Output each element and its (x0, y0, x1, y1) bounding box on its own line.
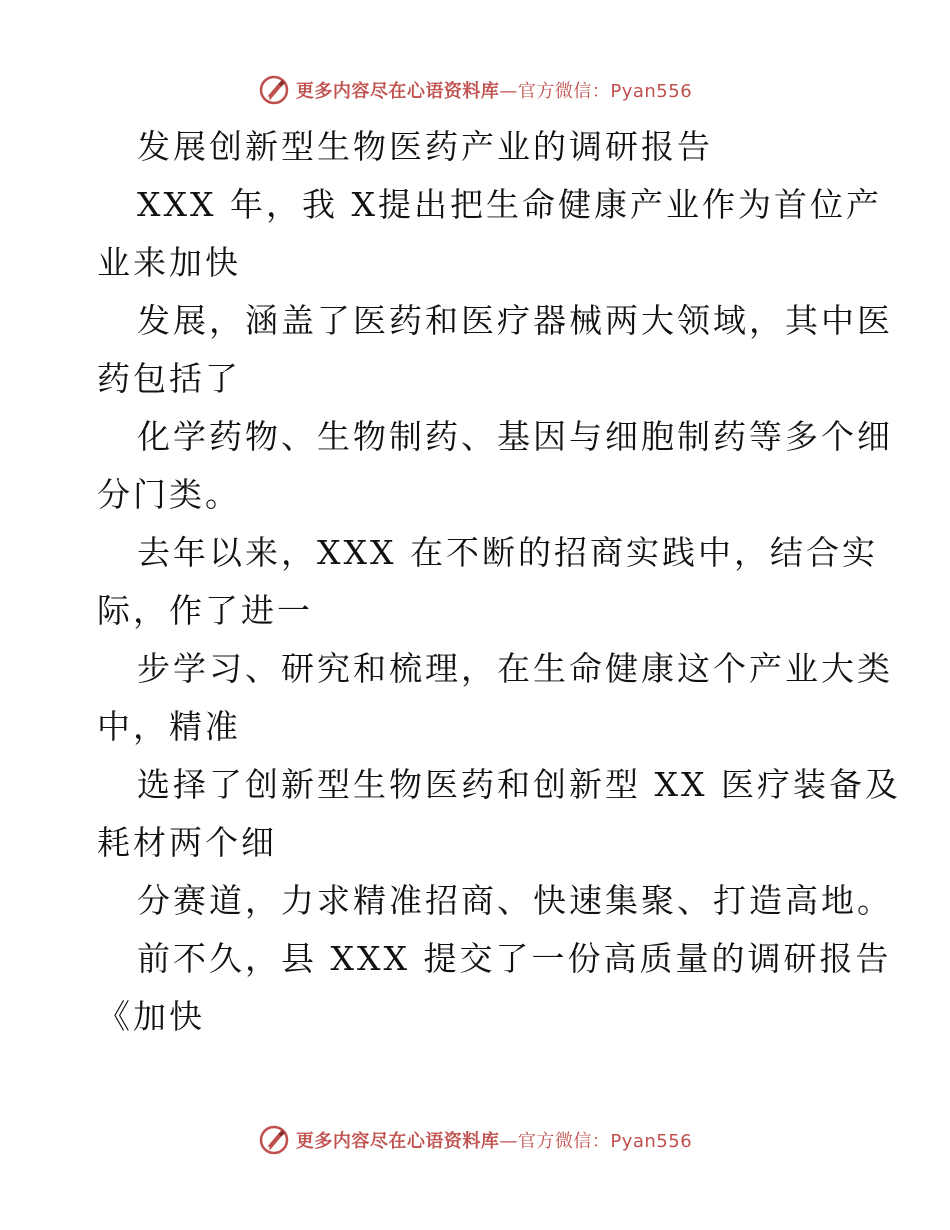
document-body (97, 118, 901, 1046)
paragraph-line: 去年以来，XXX 在不断的招商实践中，结合实 (137, 533, 878, 572)
paragraph-line: 《加快 (97, 997, 205, 1036)
paragraph-line: 中，精准 (97, 707, 241, 746)
paragraph-line: 选择了创新型生物医药和创新型 XX 医疗装备及 (137, 765, 901, 804)
paragraph-line: 前不久，县 XXX 提交了一份高质量的调研报告 (137, 939, 892, 978)
paragraph-line: 分赛道，力求精准招商、快速集聚、打造高地。 (137, 881, 893, 920)
watermark-dash: — (499, 1131, 518, 1152)
document-title: 发展创新型生物医药产业的调研报告 (137, 127, 713, 166)
paragraph-line: 发展，涵盖了医药和医疗器械两大领域，其中医 (137, 301, 893, 340)
watermark-site-name: 更多内容尽在心语资料库 (295, 81, 500, 102)
header-watermark (0, 70, 950, 110)
watermark-wechat-label: 官方微信： (517, 81, 611, 102)
paragraph-line: 步学习、研究和梳理，在生命健康这个产业大类 (137, 649, 893, 688)
paragraph-line: 业来加快 (97, 243, 241, 282)
pen-logo-icon (258, 1124, 290, 1156)
paragraph-line: XXX 年，我 X提出把生命健康产业作为首位产 (137, 185, 882, 224)
paragraph-line: 耗材两个细 (97, 823, 277, 862)
paragraph-line: 际，作了进一 (97, 591, 313, 630)
pen-logo-icon (258, 74, 290, 106)
paragraph-line: 化学药物、生物制药、基因与细胞制药等多个细 (137, 417, 893, 456)
watermark-wechat-label: 官方微信： (517, 1131, 611, 1152)
watermark-wechat-id: Pyan556 (610, 81, 693, 102)
watermark-text (296, 77, 692, 103)
paragraph-line: 分门类。 (97, 475, 241, 514)
watermark-text (296, 1127, 692, 1153)
watermark-dash: — (499, 81, 518, 102)
paragraph-line: 药包括了 (97, 359, 241, 398)
watermark-site-name: 更多内容尽在心语资料库 (295, 1131, 500, 1152)
watermark-wechat-id: Pyan556 (610, 1131, 693, 1152)
footer-watermark (0, 1120, 950, 1160)
